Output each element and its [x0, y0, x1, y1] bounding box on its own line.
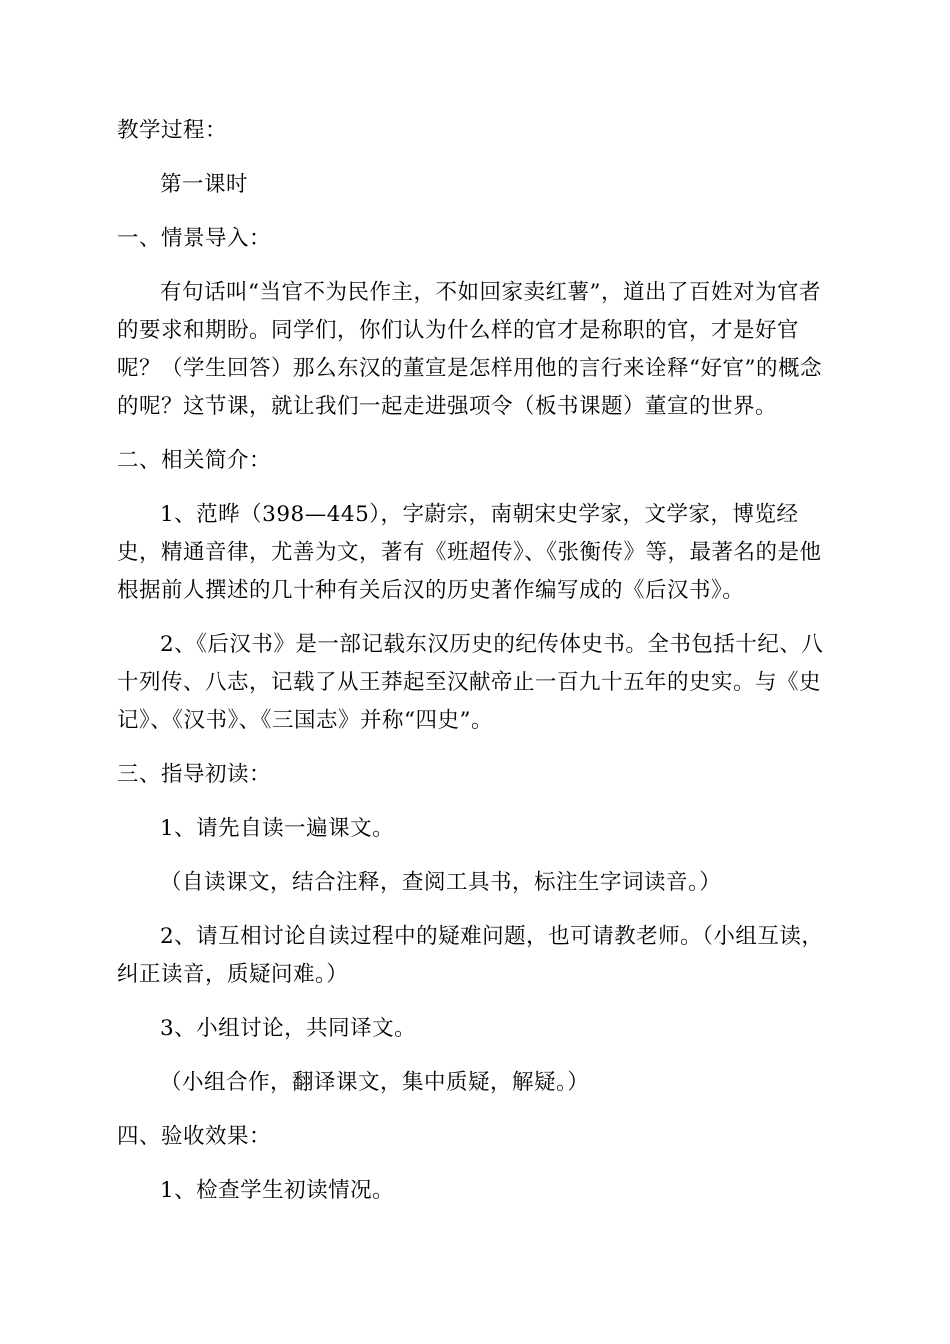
- step-self-read: 1、请先自读一遍课文。: [160, 816, 395, 841]
- paragraph-book: 2、《后汉书》是一部记载东汉历史的纪传体史书。全书包括十纪、八十列传、八志，记载了从王莽起至汉献帝止一百九十五年的史实。与《史记》、《汉书》、《三国志》并称“四史”。: [117, 632, 824, 733]
- lesson-label: 第一课时: [160, 172, 249, 197]
- note-self-read: （自读课文，结合注释，查阅工具书，标注生字词读音。）: [160, 870, 722, 895]
- step-check-reading: 1、检查学生初读情况。: [160, 1178, 395, 1203]
- step-discuss: 2、请互相讨论自读过程中的疑难问题，也可请教老师。（小组互读，纠正读音，质疑问难。）: [117, 924, 824, 987]
- heading-background: 二、相关简介：: [117, 448, 272, 473]
- note-translate: （小组合作，翻译课文，集中质疑，解疑。）: [160, 1070, 590, 1095]
- paragraph-intro: 有句话叫“当官不为民作主，不如回家卖红薯”，道出了百姓对为官者的要求和期盼。同学们，你们认为什么样的官才是称职的官，才是好官呢？（学生回答）那么东汉的董宣是怎样用他的言行来诠释“好官”的概念的呢？这节课，就让我们一起走进强项令（板书课题）董宣的世界。: [117, 280, 822, 419]
- heading-first-reading: 三、指导初读：: [117, 762, 272, 787]
- section-title-teaching-process: 教学过程：: [117, 118, 228, 143]
- heading-check: 四、验收效果：: [117, 1124, 272, 1149]
- heading-intro: 一、情景导入：: [117, 226, 272, 251]
- document-body: [117, 112, 833, 1226]
- paragraph-author: 1、范晔（398—445），字蔚宗，南朝宋史学家，文学家，博览经史，精通音律，尤善为文，著有《班超传》、《张衡传》等，最著名的是他根据前人撰述的几十种有关后汉的历史著作编写成的《后汉书》。: [117, 502, 822, 603]
- step-translate: 3、小组讨论，共同译文。: [160, 1016, 417, 1041]
